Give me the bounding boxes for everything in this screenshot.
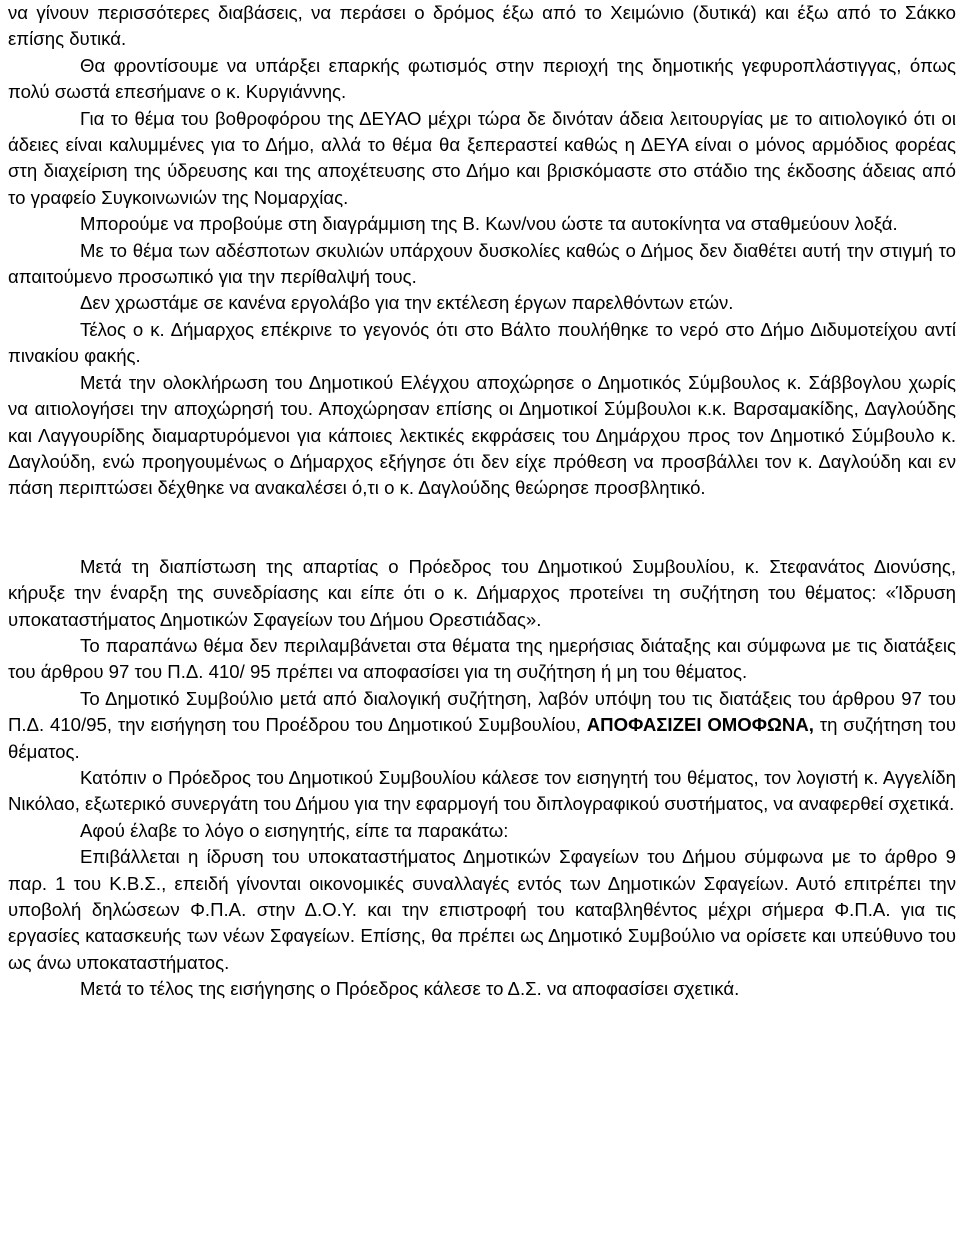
paragraph: Κατόπιν ο Πρόεδρος του Δημοτικού Συμβουλίου κάλεσε τον εισηγητή του θέματος, τον λογιστή κ. Αγγελίδη Νικόλαο, εξωτερικό συνεργάτη του Δήμου για την εφαρμογή του διπλογραφικού συστήματος, να αναφερθεί σχετικά.	[8, 766, 956, 815]
section-slaughterhouse-branch	[8, 554, 956, 1003]
paragraph: Για το θέμα του βοθροφόρου της ΔΕΥΑΟ μέχρι τώρα δε δινόταν άδεια λειτουργίας με το αιτιολογικό ότι οι άδειες είναι καλυμμένες για το Δήμο, αλλά το θέμα θα ξεπεραστεί καθώς η ΔΕΥΑ είναι ο μόνος αρμόδιος φορέας στη διαχείριση της ύδρευσης και της αποχέτευσης στο Δήμο και βρισκόμαστε στο στάδιο της έκδοσης άδειας από το γραφείο Συγκοινωνιών της Νομαρχίας.	[8, 107, 956, 208]
decision-unanimous: ΑΠΟΦΑΣΙΖΕΙ ΟΜΟΦΩΝΑ,	[586, 714, 814, 736]
paragraph: Μπορούμε να προβούμε στη διαγράμμιση της Β. Κων/νου ώστε τα αυτοκίνητα να σταθμεύουν λοξά.	[80, 213, 898, 235]
paragraph: Μετά την ολοκλήρωση του Δημοτικού Ελέγχου αποχώρησε ο Δημοτικός Σύμβουλος κ. Σάββογλου χωρίς να αιτιολογήσει την αποχώρησή του. Αποχώρησαν επίσης οι Δημοτικοί Σύμβουλοι κ.κ. Βαρσαμακίδης, Δαγλούδης και Λαγγουρίδης διαμαρτυρόμενοι για κάποιες λεκτικές εκφράσεις του Δημάρχου προς τον Δημοτικό Σύμβουλο κ. Δαγλούδη, ενώ προηγουμένως ο Δήμαρχος εξήγησε ότι δεν είχε πρόθεση να προσβάλλει τον κ. Δαγλούδη και εν πάση περιπτώσει δέχθηκε να ανακαλέσει ό,τι ο κ. Δαγλούδης θεώρησε προσβλητικό.	[8, 371, 956, 499]
paragraph: Επιβάλλεται η ίδρυση του υποκαταστήματος Δημοτικών Σφαγείων του Δήμου σύμφωνα με το άρθρο 9 παρ. 1 του Κ.Β.Σ., επειδή γίνονται οικονομικές συναλλαγές εντός των Δημοτικών Σφαγείων. Αυτό επιτρέπει την υποβολή δηλώσεων Φ.Π.Α. στην Δ.Ο.Υ. και την επιστροφή του καταβληθέντος μέχρι σήμερα Φ.Π.Α. για τις εργασίες κατασκευής των νέων Σφαγείων. Επίσης, θα πρέπει ως Δημοτικό Συμβούλιο να ορίσετε και υπεύθυνο του ως άνω υποκαταστήματος.	[8, 846, 956, 973]
paragraph: Αφού έλαβε το λόγο ο εισηγητής, είπε τα παρακάτω:	[80, 819, 509, 841]
paragraph: Θα φροντίσουμε να υπάρξει επαρκής φωτισμός στην περιοχή της δημοτικής γεφυροπλάστιγγας, όπως πολύ σωστά επεσήμανε ο κ. Κυργιάννης.	[8, 54, 956, 103]
paragraph-decision	[8, 686, 956, 765]
paragraph: Με το θέμα των αδέσποτων σκυλιών υπάρχουν δυσκολίες καθώς ο Δήμος δεν διαθέτει αυτή την στιγμή το απαιτούμενο προσωπικό για την περίθαλψή τους.	[8, 239, 956, 288]
paragraph: Δεν χρωστάμε σε κανένα εργολάβο για την εκτέλεση έργων παρελθόντων ετών.	[80, 292, 734, 314]
decision-text-before: Το Δημοτικό Συμβούλιο μετά από διαλογική συζήτηση, λαβόν υπόψη του τις διατάξεις του άρθρου 97 του Π.Δ. 410/95, την εισήγηση του Προέδρου του Δημοτικού Συμβουλίου,	[8, 687, 956, 736]
section-previous-discussion	[8, 0, 956, 502]
paragraph: να γίνουν περισσότερες διαβάσεις, να περάσει ο δρόμος έξω από το Χειμώνιο (δυτικά) και έξω από το Σάκκο επίσης δυτικά.	[8, 2, 956, 50]
paragraph: Τέλος ο κ. Δήμαρχος επέκρινε το γεγονός ότι στο Βάλτο πουλήθηκε το νερό στο Δήμο Διδυμοτείχου αντί πινακίου φακής.	[8, 318, 956, 367]
document-page	[8, 0, 956, 1003]
paragraph: Μετά τη διαπίστωση της απαρτίας ο Πρόεδρος του Δημοτικού Συμβουλίου, κ. Στεφανάτος Διονύσης, κήρυξε την έναρξη της συνεδρίασης και είπε ότι ο κ. Δήμαρχος προτείνει τη συζήτηση του θέματος: «Ίδρυση υποκαταστήματος Δημοτικών Σφαγείων του Δήμου Ορεστιάδας».	[8, 555, 956, 630]
paragraph: Το παραπάνω θέμα δεν περιλαμβάνεται στα θέματα της ημερήσιας διάταξης και σύμφωνα με τις διατάξεις του άρθρου 97 του Π.Δ. 410/ 95 πρέπει να αποφασίσει για τη συζήτηση ή μη του θέματος.	[8, 634, 956, 683]
decision-text-after: τη συζήτηση του θέματος.	[8, 714, 957, 762]
paragraph: Μετά το τέλος της εισήγησης ο Πρόεδρος κάλεσε το Δ.Σ. να αποφασίσει σχετικά.	[80, 978, 740, 1000]
